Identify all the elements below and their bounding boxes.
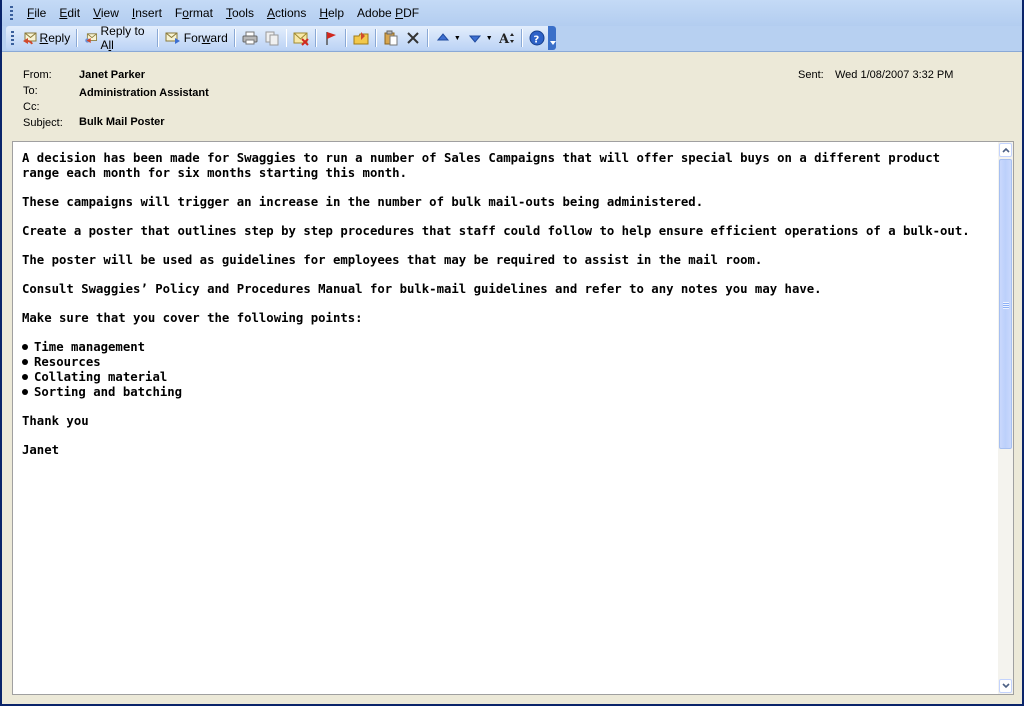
next-item-button[interactable] <box>464 28 496 48</box>
menu-bar <box>2 0 1022 26</box>
bullet-icon <box>22 374 28 380</box>
list-item: Sorting and batching <box>22 385 982 400</box>
menu-actions[interactable]: Actions <box>266 6 307 20</box>
reply-all-icon <box>84 30 97 46</box>
bullet-icon <box>22 359 28 365</box>
toolbar-separator <box>76 29 78 47</box>
scroll-down-button[interactable] <box>999 679 1012 693</box>
menu-help[interactable]: Help <box>319 6 345 20</box>
menu-file[interactable]: File <box>27 6 47 20</box>
delete-button[interactable] <box>402 28 424 48</box>
forward-button[interactable]: Forward <box>162 28 231 48</box>
help-button[interactable] <box>526 28 548 48</box>
font-size-icon <box>499 30 515 46</box>
menu-view[interactable]: View <box>93 6 119 20</box>
previous-item-button[interactable] <box>432 28 464 48</box>
vertical-scrollbar[interactable] <box>998 142 1013 694</box>
scroll-grip-icon <box>1003 302 1009 309</box>
bullet-icon <box>22 389 28 395</box>
font-size-button[interactable] <box>496 28 518 48</box>
sent-value: Wed 1/08/2007 3:32 PM <box>835 69 954 81</box>
paste-button[interactable] <box>380 28 402 48</box>
body-paragraph: Consult Swaggies’ Policy and Procedures Manual for bulk-mail guidelines and refer to any notes you may have. <box>22 282 822 296</box>
window-bottom-edge <box>2 696 1022 704</box>
svg-text:?: ? <box>533 34 539 46</box>
from-label: From: <box>23 69 52 81</box>
copy-icon <box>264 30 280 46</box>
svg-text:A: A <box>498 32 509 46</box>
print-icon <box>242 30 258 46</box>
chevron-down-icon[interactable]: ▼ <box>485 34 493 42</box>
toolbar-row <box>2 26 1022 52</box>
message-header <box>4 52 1020 140</box>
toolbar-separator <box>157 29 159 47</box>
flag-icon <box>323 30 339 46</box>
toolbar-grip-handle[interactable] <box>11 31 14 45</box>
menu-format[interactable]: Format <box>174 6 213 20</box>
follow-up-flag-button[interactable] <box>320 28 342 48</box>
toolbar-separator <box>315 29 317 47</box>
standard-toolbar <box>6 26 556 50</box>
body-paragraph: These campaigns will trigger an increase in the number of bulk mail-outs being administered. <box>22 195 704 209</box>
chevron-up-icon <box>1002 147 1010 153</box>
to-value[interactable]: Administration Assistant <box>79 87 209 99</box>
forward-icon <box>165 30 181 46</box>
mark-unread-button[interactable] <box>290 28 312 48</box>
reply-icon <box>21 30 37 46</box>
to-label: To: <box>23 85 38 97</box>
help-icon <box>529 30 545 46</box>
menubar-grip-handle[interactable] <box>10 6 13 20</box>
toolbar-separator <box>345 29 347 47</box>
subject-value: Bulk Mail Poster <box>79 116 165 128</box>
toolbar-separator <box>521 29 523 47</box>
list-item: Resources <box>22 355 982 370</box>
print-button[interactable] <box>239 28 261 48</box>
cc-label: Cc: <box>23 101 40 113</box>
scroll-thumb[interactable] <box>999 159 1012 449</box>
closing-line: Thank you <box>22 414 89 428</box>
previous-item-icon <box>435 30 451 46</box>
reply-button[interactable]: Reply <box>18 28 74 48</box>
body-paragraph: The poster will be used as guidelines for employees that may be required to assist in the mail room. <box>22 253 763 267</box>
body-paragraph: A decision has been made for Swaggies to run a number of Sales Campaigns that will offer special buys on a different product range each month for six months starting this month. <box>22 151 941 180</box>
paste-icon <box>383 30 399 46</box>
list-item: Collating material <box>22 370 982 385</box>
copy-button[interactable] <box>261 28 283 48</box>
from-value[interactable]: Janet Parker <box>79 69 146 81</box>
menu-adobe-pdf[interactable]: Adobe PDF <box>357 6 420 20</box>
toolbar-separator <box>286 29 288 47</box>
next-item-icon <box>467 30 483 46</box>
menu-insert[interactable]: Insert <box>131 6 162 20</box>
toolbar-separator <box>234 29 236 47</box>
body-paragraph: Create a poster that outlines step by step procedures that staff could follow to help ensure efficient operations of a bulk-out. <box>22 224 970 238</box>
delete-icon <box>405 30 421 46</box>
menu-edit[interactable]: Edit <box>59 6 81 20</box>
toolbar-separator <box>427 29 429 47</box>
reply-all-button[interactable]: Reply to All <box>81 28 154 48</box>
menu-tools[interactable]: Tools <box>225 6 254 20</box>
signature: Janet <box>22 443 60 457</box>
subject-label: Subject: <box>23 117 63 129</box>
body-paragraph: Make sure that you cover the following points: <box>22 311 363 325</box>
toolbar-options-chevron[interactable] <box>548 26 556 50</box>
message-body <box>22 151 982 472</box>
points-list <box>22 340 982 400</box>
move-to-folder-button[interactable] <box>350 28 372 48</box>
list-item: Time management <box>22 340 982 355</box>
sent-label: Sent: <box>798 69 824 81</box>
chevron-down-icon <box>1002 683 1010 689</box>
bullet-icon <box>22 344 28 350</box>
chevron-down-icon[interactable]: ▼ <box>453 34 461 42</box>
message-body-pane[interactable] <box>12 141 1014 695</box>
toolbar-separator <box>375 29 377 47</box>
mark-unread-icon <box>293 30 309 46</box>
move-icon <box>353 30 369 46</box>
scroll-up-button[interactable] <box>999 143 1012 157</box>
